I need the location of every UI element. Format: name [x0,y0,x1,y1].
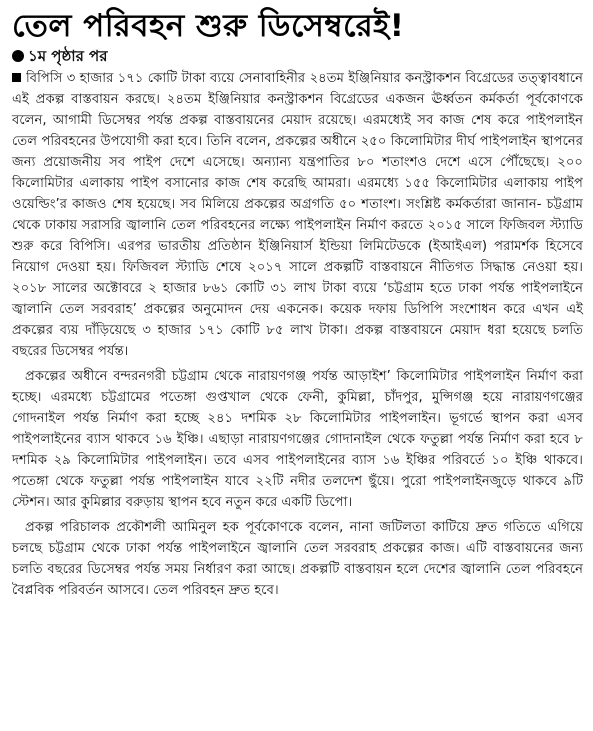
headline: তেল পরিবহন শুরু ডিসেম্বরেই! [12,8,405,44]
continuation-label [12,47,583,65]
paragraph-text: বিপিসি ৩ হাজার ১৭১ কোটি টাকা ব্যয়ে সেনাবাহিনীর ২৪তম ইঞ্জিনিয়ার কনস্ট্রাকশন বিগ্রেডের তত্ত্বাবধানে এই প্রকল্প বাস্তবায়ন করছে। ২৪তম ইঞ্জিনিয়ার কনস্ট্রাকশন বিগ্রেডের একজন ঊর্ধ্বতন কর্মকর্তা পূর্বকোণকে বলেন, আগামী ডিসেম্বর পর্যন্ত প্রকল্প বাস্তবায়নের মেয়াদ রয়েছে। এরমধ্যেই সব কাজ শেষ করে পাইপলাইন তেল পরিবহনের উপযোগী করা হবে। তিনি বলেন, প্রকল্পের অধীনে ২৫০ কিলোমিটার দীর্ঘ পাইপলাইন স্থাপনের জন্য প্রয়োজনীয় সব পাইপ দেশে এসেছে। অন্যান্য যন্ত্রপাতির ৮০ শতাংশও দেশে এসে পৌঁছেছে। ২০০ কিলোমিটার এলাকায় পাইপ বসানোর কাজ শেষ করেছি আমরা। এরমধ্যে ১৫৫ কিলোমিটার এলাকায় পাইপ ওয়েল্ডিং’র কাজও শেষ হয়েছে। সব মিলিয়ে প্রকল্পের অগ্রগতি ৫০ শতাংশ। সংশ্লিষ্ট কর্মকর্তারা জানান- চট্টগ্রাম থেকে ঢাকায় সরাসরি জ্বালানি তেল পরিবহনের লক্ষ্যে পাইপলাইন নির্মাণ করতে ২০১৫ সালে ফিজিবল স্ট্যাডি শুরু করে বিপিসি। এরপর ভারতীয় প্রতিষ্ঠান ইঞ্জিনিয়ার্স ইন্ডিয়া লিমিটেডকে (ইআইএল) পরামর্শক হিসেবে নিয়োগ দেওয়া হয়। ফিজিবল স্ট্যাডি শেষে ২০১৭ সালে প্রকল্পটি বাস্তবায়নে নীতিগত সিদ্ধান্ত নেওয়া হয়। ২০১৮ সালের অক্টোবরে ২ হাজার ৮৬১ কোটি ৩১ লাখ টাকা ব্যয়ে ‘চট্টগ্রাম হতে ঢাকা পর্যন্ত পাইপলাইনে জ্বালানি তেল সরবরাহ’ প্রকল্পের অনুমোদন দেয় একনেক। কয়েক দফায় ডিপিপি সংশোধন করে এখন এই প্রকল্পের ব্যয় দাঁড়িয়েছে ৩ হাজার ১৭১ কোটি ৮৫ লাখ টাকা। প্রকল্প বাস্তবায়নে মেয়াদ ধরা হয়েছে চলতি বছরের ডিসেম্বর পর্যন্ত। [12,71,583,359]
paragraph-text: প্রকল্প পরিচালক প্রকৌশলী আমিনুল হক পূর্বকোণকে বলেন, নানা জটিলতা কাটিয়ে দ্রুত গতিতে এগিয়ে চলছে চট্টগ্রাম থেকে ঢাকা পর্যন্ত পাইপলাইনে জ্বালানি তেল সরবরাহ প্রকল্পের কাজ। এটি বাস্তবায়নের জন্য চলতি বছরের ডিসেম্বর পর্যন্ত সময় নির্ধারণ করা আছে। প্রকল্পটি বাস্তবায়ন হলে দেশের জ্বালানি তেল পরিবহনে বৈপ্লবিক পরিবর্তন আসবে। তেল পরিবহন দ্রুত হবে। [12,520,583,598]
paragraph [12,68,583,362]
paragraph-text: প্রকল্পের অধীনে বন্দরনগরী চট্টগ্রাম থেকে নারায়ণগঞ্জ পর্যন্ত আড়াইশ’ কিলোমিটার পাইপলাইন নির্মাণ করা হচ্ছে। এরমধ্যে চট্টগ্রামের পতেঙ্গা গুপ্তখাল থেকে ফেনী, কুমিল্লা, চাঁদপুর, মুন্সিগঞ্জ হয়ে নারায়ণগঞ্জের গোদনাইল পর্যন্ত নির্মাণ করা হচ্ছে ২৪১ দশমিক ২৮ কিলোমিটার পাইপলাইন। ভূগর্ভে স্থাপন করা এসব পাইপলাইনের ব্যাস থাকবে ১৬ ইঞ্চি। এছাড়া নারায়ণগঞ্জের গোদানাইল থেকে ফতুল্লা পর্যন্ত নির্মাণ করা হবে ৮ দশমিক ২৯ কিলোমিটার পাইপলাইন। তবে এসব পাইপলাইনের ব্যাস ১৬ ইঞ্চির পরিবর্তে ১০ ইঞ্চি থাকবে। পতেঙ্গা থেকে ফতুল্লা পর্যন্ত পাইপলাইন যাবে ২২টি নদীর তলদেশ ছুঁয়ে। পুরো পাইপলাইনজুড়ে থাকবে ৯টি স্টেশন। আর কুমিল্লার বরুড়ায় স্থাপন হবে নতুন করে একটি ডিপো। [12,369,583,510]
continuation-text: ১ম পৃষ্ঠার পর [28,47,108,65]
article-body [12,68,583,601]
square-bullet-icon [12,73,21,82]
paragraph [12,366,583,513]
paragraph [12,517,583,601]
bullet-icon [12,50,24,62]
